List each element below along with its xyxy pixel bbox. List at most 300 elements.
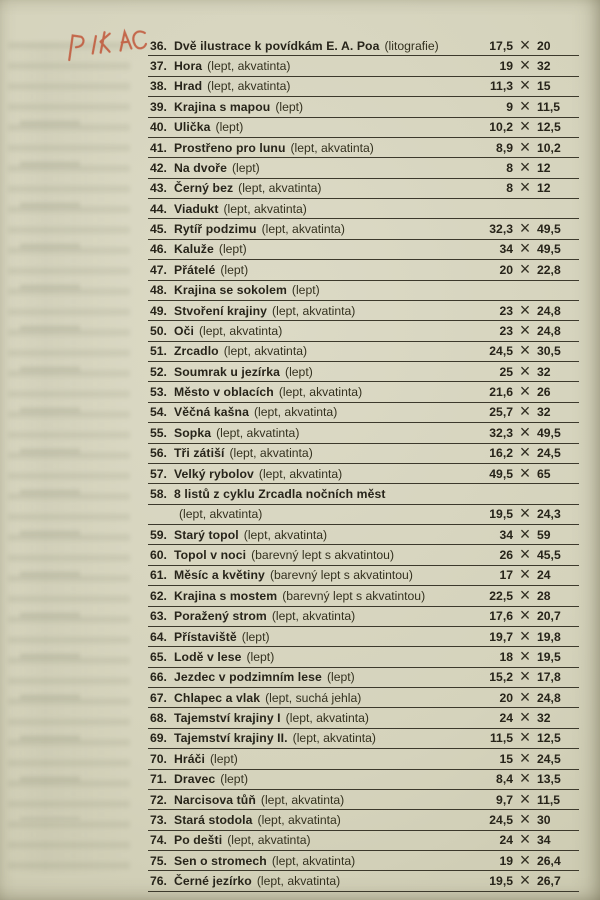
entry-text	[174, 446, 477, 460]
catalog-entry-row	[148, 484, 579, 504]
entry-title: Stvoření krajiny	[174, 303, 268, 318]
dimension-width: 25	[499, 364, 513, 379]
entry-text	[174, 630, 477, 644]
dimension-height: 10,2	[537, 140, 561, 155]
entry-number: 70.	[150, 751, 167, 766]
entry-title: Hora	[174, 59, 203, 74]
times-icon: ×	[519, 95, 531, 116]
catalog-entry-row	[148, 199, 579, 219]
catalog-entry-row	[148, 810, 579, 830]
entry-title: Narcisova tůň	[174, 792, 256, 807]
times-icon: ×	[519, 666, 531, 687]
dimension-width: 17,5	[489, 38, 513, 53]
dimension-height: 45,5	[537, 548, 561, 563]
entry-number: 51.	[150, 344, 167, 359]
times-icon: ×	[519, 788, 531, 809]
entry-text	[174, 528, 477, 542]
entry-dimensions	[477, 423, 579, 443]
dimension-height: 32	[537, 405, 551, 420]
entry-number: 73.	[150, 812, 167, 827]
entry-number: 59.	[150, 527, 167, 542]
dimension-height: 24,8	[537, 303, 561, 318]
times-icon: ×	[519, 442, 531, 463]
entry-dimensions	[477, 647, 579, 667]
entry-technique: (lept)	[291, 283, 320, 298]
entry-technique: (lept)	[215, 120, 244, 135]
dimension-height: 26,4	[537, 853, 561, 868]
dimension-width: 22,5	[489, 588, 513, 603]
entry-number: 47.	[150, 262, 167, 277]
entry-number: 65.	[150, 649, 167, 664]
dimension-height: 15	[537, 79, 551, 94]
entry-number: 54.	[150, 405, 167, 420]
entry-technique: (lept, akvatinta)	[216, 425, 300, 440]
entry-text	[174, 589, 477, 603]
entry-title: Stará stodola	[174, 812, 253, 827]
entry-technique: (lept, suchá jehla)	[265, 690, 362, 705]
dimension-width: 23	[499, 303, 513, 318]
dimension-width: 24,5	[489, 812, 513, 827]
dimension-width: 11,5	[489, 731, 513, 746]
entry-title: Město v oblacích	[174, 385, 274, 400]
entry-technique: (barevný lept s akvatintou)	[269, 568, 413, 583]
entry-title: Hráči	[174, 751, 205, 766]
dimension-width: 8,9	[496, 140, 513, 155]
dimension-width: 20	[499, 690, 513, 705]
times-icon: ×	[519, 421, 531, 442]
catalog-entry-row	[148, 566, 579, 586]
catalog-entry-row	[148, 423, 579, 443]
dimension-height: 49,5	[537, 425, 561, 440]
times-icon: ×	[519, 808, 531, 829]
dimension-width: 19,5	[489, 874, 513, 889]
catalog-entry-row	[148, 138, 579, 158]
dimension-width: 21,6	[489, 385, 513, 400]
entry-number: 66.	[150, 670, 167, 685]
entry-title: Hrad	[174, 79, 203, 94]
dimension-width: 19,7	[489, 629, 513, 644]
entry-number: 50.	[150, 323, 167, 338]
catalog-entry-row	[148, 321, 579, 341]
entry-title: Viadukt	[174, 201, 219, 216]
dimension-width: 20	[499, 262, 513, 277]
entry-number: 55.	[150, 425, 167, 440]
entry-technique: (lept, akvatinta)	[285, 711, 369, 726]
catalog-entry-row	[148, 668, 579, 688]
dimension-width: 32,3	[489, 425, 513, 440]
entry-dimensions	[477, 382, 579, 402]
entry-title: Přátelé	[174, 262, 216, 277]
times-icon: ×	[519, 686, 531, 707]
entry-text	[174, 833, 477, 847]
times-icon: ×	[519, 849, 531, 870]
dimension-height: 13,5	[537, 772, 561, 787]
times-icon: ×	[519, 462, 531, 483]
dimension-height: 34	[537, 833, 551, 848]
entry-dimensions	[477, 790, 579, 810]
entry-dimensions	[477, 830, 579, 850]
dimension-width: 17,6	[489, 609, 513, 624]
entry-technique: (lept)	[275, 99, 304, 114]
catalog-entry-row	[148, 362, 579, 382]
entry-number: 41.	[150, 140, 167, 155]
entry-dimensions	[477, 565, 579, 585]
entry-title: 8 listů z cyklu Zrcadla nočních měst	[174, 486, 386, 501]
dimension-width: 19,5	[489, 507, 513, 522]
entry-text	[174, 141, 477, 155]
catalog-entry-row	[148, 749, 579, 769]
times-icon: ×	[519, 768, 531, 789]
entry-title: Starý topol	[174, 527, 239, 542]
entry-text	[174, 650, 477, 664]
dimension-width: 17	[499, 568, 513, 583]
times-icon: ×	[519, 75, 531, 96]
catalog-entry-row	[148, 260, 579, 280]
dimension-width: 24	[499, 833, 513, 848]
entry-dimensions	[477, 443, 579, 463]
dimension-height: 24,5	[537, 751, 561, 766]
entry-dimensions	[477, 504, 579, 524]
dimension-height: 20	[537, 38, 551, 53]
entry-text	[174, 365, 477, 379]
entry-dimensions	[477, 239, 579, 259]
entry-title: Krajina s mostem	[174, 588, 278, 603]
catalog-entry-row	[148, 56, 579, 76]
entry-title: Rytíř podzimu	[174, 222, 257, 237]
times-icon: ×	[519, 870, 531, 891]
entry-technique: (lept, akvatinta)	[223, 201, 307, 216]
catalog-entry-row	[148, 708, 579, 728]
entry-text	[174, 467, 477, 481]
entry-technique: (lept, akvatinta)	[253, 405, 338, 420]
entry-text	[174, 324, 477, 338]
entry-text	[174, 670, 477, 684]
dimension-height: 49,5	[537, 242, 561, 257]
dimension-height: 22,8	[537, 262, 561, 277]
entry-technique: (lept)	[231, 160, 260, 175]
entry-text	[174, 120, 477, 134]
entry-number: 43.	[150, 181, 167, 196]
entry-number: 37.	[150, 59, 167, 74]
catalog-entry-row	[148, 281, 579, 301]
times-icon: ×	[519, 360, 531, 381]
entry-dimensions	[477, 260, 579, 280]
catalog-entry-row	[148, 464, 579, 484]
entry-title: Černý bez	[174, 181, 234, 196]
entry-number: 42.	[150, 160, 167, 175]
entry-number: 45.	[150, 222, 167, 237]
entry-text	[174, 568, 477, 582]
entry-number: 63.	[150, 609, 167, 624]
catalog-entry-row	[148, 505, 579, 525]
entry-number: 75.	[150, 853, 167, 868]
entry-technique: (lept)	[220, 262, 249, 277]
entry-technique: (lept, akvatinta)	[223, 344, 308, 359]
times-icon: ×	[519, 544, 531, 565]
page-showthrough	[8, 42, 130, 874]
dimension-width: 11,3	[489, 79, 513, 94]
entry-text	[174, 181, 477, 195]
dimension-height: 65	[537, 466, 551, 481]
entry-number: 60.	[150, 548, 167, 563]
entry-title: Velký rybolov	[174, 466, 254, 481]
entry-title: Chlapec a vlak	[174, 690, 261, 705]
entry-dimensions	[477, 769, 579, 789]
dimension-width: 34	[499, 527, 513, 542]
entry-technique: (barevný lept s akvatintou)	[251, 548, 395, 563]
times-icon: ×	[519, 727, 531, 748]
entry-number: 52.	[150, 364, 167, 379]
catalog-entry-row	[148, 871, 579, 891]
dimension-width: 15,2	[489, 670, 513, 685]
dimension-height: 59	[537, 527, 551, 542]
times-icon: ×	[519, 136, 531, 157]
catalog-entry-row	[148, 627, 579, 647]
entry-title: Prostřeno pro lunu	[174, 140, 286, 155]
entry-number: 39.	[150, 99, 167, 114]
entry-technique: (lept, akvatinta)	[278, 385, 363, 400]
entry-text	[174, 813, 477, 827]
dimension-width: 24	[499, 711, 513, 726]
entry-technique: (lept, akvatinta)	[256, 874, 341, 889]
dimension-width: 26	[499, 548, 513, 563]
entry-number: 56.	[150, 446, 167, 461]
entry-text	[174, 487, 477, 501]
times-icon: ×	[519, 625, 531, 646]
catalog-entry-row	[148, 729, 579, 749]
dimension-height: 12	[537, 160, 551, 175]
entry-number: 64.	[150, 629, 167, 644]
entry-number: 40.	[150, 120, 167, 135]
dimension-height: 17,8	[537, 670, 561, 685]
dimension-height: 49,5	[537, 222, 561, 237]
catalog-entry-row	[148, 97, 579, 117]
entry-title: Krajina se sokolem	[174, 283, 287, 298]
entry-title: Krajina s mapou	[174, 99, 271, 114]
entry-text	[174, 548, 477, 562]
entry-dimensions	[477, 708, 579, 728]
times-icon: ×	[519, 116, 531, 137]
entry-dimensions	[477, 219, 579, 239]
dimension-width: 24,5	[489, 344, 513, 359]
entry-technique: (lept)	[220, 772, 249, 787]
entry-dimensions	[477, 728, 579, 748]
catalog-entry-row	[148, 444, 579, 464]
entry-technique: (lept)	[218, 242, 247, 257]
dimension-width: 19	[499, 853, 513, 868]
dimension-width: 15	[499, 751, 513, 766]
entry-title: Tři zátiší	[174, 446, 225, 461]
entry-title: Poražený strom	[174, 609, 267, 624]
entry-number: 76.	[150, 874, 167, 889]
dimension-height: 24,3	[537, 507, 561, 522]
entry-title: Lodě v lese	[174, 649, 242, 664]
catalog-entry-row	[148, 770, 579, 790]
dimension-width: 10,2	[489, 120, 513, 135]
entry-text	[174, 711, 477, 725]
dimension-height: 19,5	[537, 649, 561, 664]
dimension-height: 12	[537, 181, 551, 196]
times-icon: ×	[519, 238, 531, 259]
dimension-height: 24,8	[537, 323, 561, 338]
entry-title: Věčná kašna	[174, 405, 249, 420]
entry-dimensions	[477, 871, 579, 891]
entry-title: Měsíc a květiny	[174, 568, 265, 583]
entry-text	[174, 263, 477, 277]
entry-technique: (lept, akvatinta)	[261, 222, 345, 237]
times-icon: ×	[519, 319, 531, 340]
entry-dimensions	[477, 586, 579, 606]
catalog-entry-row	[148, 382, 579, 402]
entry-text	[174, 161, 477, 175]
entry-number: 44.	[150, 201, 167, 216]
times-icon: ×	[519, 258, 531, 279]
dimension-height: 12,5	[537, 731, 561, 746]
entry-text	[174, 426, 477, 440]
entry-title: Po dešti	[174, 833, 223, 848]
times-icon: ×	[519, 747, 531, 768]
catalog-entry-row	[148, 219, 579, 239]
entry-dimensions	[477, 56, 579, 76]
entry-dimensions	[477, 545, 579, 565]
entry-technique: (lept)	[326, 670, 355, 685]
red-handwriting-mark	[60, 19, 154, 72]
dimension-height: 26,7	[537, 874, 561, 889]
entry-title: Ulička	[174, 120, 211, 135]
entry-text	[174, 874, 477, 888]
entry-text	[174, 283, 477, 297]
entry-dimensions	[477, 464, 579, 484]
entry-dimensions	[477, 749, 579, 769]
times-icon: ×	[519, 707, 531, 728]
dimension-height: 20,7	[537, 609, 561, 624]
entry-number: 72.	[150, 792, 167, 807]
entry-text	[174, 691, 477, 705]
catalog-entry-row	[148, 403, 579, 423]
entry-dimensions	[477, 341, 579, 361]
entry-title: Soumrak u jezírka	[174, 364, 281, 379]
entry-dimensions	[477, 178, 579, 198]
dimension-width: 32,3	[489, 222, 513, 237]
dimension-width: 34	[499, 242, 513, 257]
entry-technique: (lept, akvatinta)	[238, 181, 322, 196]
dimension-width: 19	[499, 59, 513, 74]
entry-text	[174, 854, 477, 868]
entry-number: 58.	[150, 486, 167, 501]
entry-title: Zrcadlo	[174, 344, 219, 359]
entry-title: Oči	[174, 323, 194, 338]
dimension-height: 32	[537, 711, 551, 726]
entry-title: Topol v noci	[174, 548, 247, 563]
dimension-width: 8,4	[496, 772, 513, 787]
dimension-height: 24,5	[537, 446, 561, 461]
entry-technique: (lept)	[241, 629, 270, 644]
entry-technique: (lept, akvatinta)	[271, 609, 356, 624]
times-icon: ×	[519, 218, 531, 239]
catalog-entry-row	[148, 851, 579, 871]
entry-technique: (lept, akvatinta)	[179, 507, 263, 522]
entry-technique: (lept)	[246, 649, 275, 664]
catalog-entry-row	[148, 158, 579, 178]
catalog-entry-row	[148, 342, 579, 362]
catalog-entry-row	[148, 831, 579, 851]
entry-text	[174, 344, 477, 358]
catalog-entry-row	[148, 36, 579, 56]
entry-number: 74.	[150, 833, 167, 848]
catalog-entry-row	[148, 688, 579, 708]
entry-text	[174, 793, 477, 807]
dimension-height: 26	[537, 385, 551, 400]
dimension-height: 30	[537, 812, 551, 827]
entry-technique: (lept, akvatinta)	[257, 812, 341, 827]
entry-number: 46.	[150, 242, 167, 257]
entry-text	[174, 304, 477, 318]
entry-technique: (lept, akvatinta)	[207, 79, 291, 94]
entry-technique: (lept)	[285, 364, 313, 379]
dimension-width: 8	[506, 181, 513, 196]
entry-text	[174, 39, 477, 53]
entry-title: Kaluže	[174, 242, 214, 257]
entry-number: 61.	[150, 568, 167, 583]
dimension-width: 16,2	[489, 446, 513, 461]
times-icon: ×	[519, 299, 531, 320]
entry-text	[174, 100, 477, 114]
dimension-height: 32	[537, 59, 551, 74]
entry-text	[174, 242, 477, 256]
dimension-width: 23	[499, 323, 513, 338]
entry-technique: (lept, akvatinta)	[198, 323, 283, 338]
entry-title: Tajemství krajiny I	[174, 711, 281, 726]
entry-title: Dravec	[174, 772, 216, 787]
entry-text	[174, 202, 477, 216]
entry-technique: (litografie)	[384, 38, 439, 53]
entry-text	[174, 752, 477, 766]
entry-number: 62.	[150, 588, 167, 603]
times-icon: ×	[519, 177, 531, 198]
catalog-entry-row	[148, 240, 579, 260]
catalog-entry-row	[148, 607, 579, 627]
entry-technique: (lept, akvatinta)	[271, 853, 356, 868]
entry-dimensions	[477, 362, 579, 382]
catalog-entry-row	[148, 179, 579, 199]
entry-dimensions	[477, 851, 579, 871]
entry-number: 53.	[150, 385, 167, 400]
entry-technique: (lept, akvatinta)	[260, 792, 345, 807]
catalog-entry-row	[148, 301, 579, 321]
times-icon: ×	[519, 584, 531, 605]
dimension-width: 25,7	[489, 405, 513, 420]
entry-technique: (lept, akvatinta)	[207, 59, 291, 74]
times-icon: ×	[519, 34, 531, 55]
entry-number: 38.	[150, 79, 167, 94]
times-icon: ×	[519, 605, 531, 626]
entry-text	[174, 609, 477, 623]
times-icon: ×	[519, 523, 531, 544]
times-icon: ×	[519, 503, 531, 524]
times-icon: ×	[519, 829, 531, 850]
times-icon: ×	[519, 645, 531, 666]
entry-number: 49.	[150, 303, 167, 318]
dimension-width: 49,5	[489, 466, 513, 481]
entry-title: Sen o stromech	[174, 853, 267, 868]
entry-number: 36.	[150, 38, 167, 53]
entry-text	[174, 731, 477, 745]
dimension-width: 18	[499, 649, 513, 664]
times-icon: ×	[519, 156, 531, 177]
entry-dimensions	[477, 158, 579, 178]
entry-number: 67.	[150, 690, 167, 705]
entry-number: 57.	[150, 466, 167, 481]
